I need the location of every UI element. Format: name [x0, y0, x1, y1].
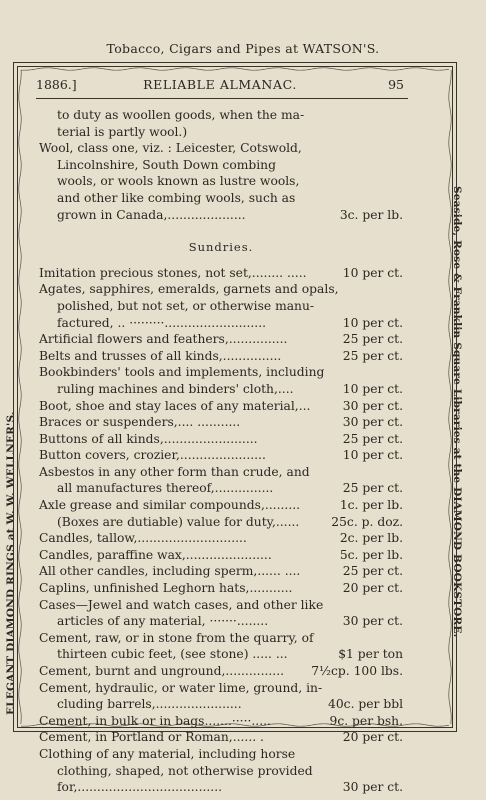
entry-text-line: Cement, raw, or in stone from the quarry, of	[39, 630, 314, 645]
entry-text-line: Belts and trusses of all kinds,...............	[39, 348, 282, 363]
entry-text-line: ruling machines and binders' cloth,....	[57, 381, 294, 396]
duty-rate: 30 per ct.	[342, 415, 403, 430]
tariff-entry	[39, 563, 403, 580]
tariff-entry	[39, 364, 403, 397]
tariff-entry	[39, 464, 403, 497]
entry-text-line: Cement, hydraulic, or water lime, ground, in-	[39, 680, 323, 695]
duty-rate: 5c. per lb.	[339, 547, 403, 562]
entry-text-line: Candles, tallow,............................	[39, 531, 247, 546]
tariff-entry	[39, 680, 403, 713]
entry-text-line: Agates, sapphires, emeralds, garnets and opals,	[39, 282, 339, 297]
entry-text-line: terial is partly wool.)	[57, 124, 188, 139]
duty-rate: 25 per ct.	[342, 332, 403, 347]
duty-rate: 25 per ct.	[342, 348, 403, 363]
duty-rate: 10 per ct.	[342, 315, 403, 330]
entry-text-line: clothing, shaped, not otherwise provided	[57, 763, 313, 778]
entries-sundries	[39, 265, 403, 796]
tariff-entry	[39, 514, 403, 531]
duty-rate: 25 per ct.	[342, 481, 403, 496]
entry-text-line: Braces or suspenders,.... ...........	[39, 415, 241, 430]
duty-rate: 20 per ct.	[342, 730, 403, 745]
entry-text-line: polished, but not set, or otherwise manu-	[57, 298, 315, 313]
entry-text-line: and other like combing wools, such as	[57, 190, 296, 205]
tariff-entry	[39, 630, 403, 663]
right-margin-text: Seaside, Rose & Franklin Square Libraries at the DIAMOND BOOKSTORE.	[451, 186, 463, 638]
tariff-entry	[39, 414, 403, 431]
entry-text-line: to duty as woollen goods, when the ma-	[57, 108, 305, 122]
duty-rate: 40c. per bbl	[328, 697, 403, 712]
duty-rate: 2c. per lb.	[339, 531, 403, 546]
duty-rate: 25c. p. doz.	[331, 514, 403, 529]
entry-text-line: thirteen cubic feet, (see stone) ..... ...	[57, 647, 288, 662]
entry-text-line: Lincolnshire, South Down combing	[57, 157, 276, 172]
entry-text-line: Bookbinders' tools and implements, including	[39, 365, 325, 380]
tariff-entry	[39, 746, 403, 796]
duty-rate: 30 per ct.	[342, 614, 403, 629]
header-year: 1886.]	[36, 77, 77, 92]
entry-text-line: All other candles, including sperm,...... ....	[39, 564, 301, 579]
tariff-entry	[39, 265, 403, 282]
duty-rate: 30 per ct.	[342, 398, 403, 413]
header-title: RELIABLE ALMANAC.	[143, 77, 297, 92]
tariff-entry	[39, 107, 403, 140]
tariff-entry	[39, 713, 403, 730]
tariff-entry	[39, 281, 403, 331]
entry-text-line: (Boxes are dutiable) value for duty,......	[57, 514, 300, 529]
tariff-entry	[39, 729, 403, 746]
entries-before-heading	[39, 107, 403, 223]
entry-text-line: Cases—Jewel and watch cases, and other like	[39, 597, 324, 612]
entry-text-line: Cement, burnt and unground,...............	[39, 664, 285, 678]
duty-rate: 25 per ct.	[342, 431, 403, 446]
duty-rate: $1 per ton	[338, 647, 403, 662]
duty-rate: 1c. per lb.	[339, 498, 403, 513]
duty-rate: 20 per ct.	[342, 581, 403, 596]
duty-rate: 10 per ct.	[342, 381, 403, 396]
entry-text-line: grown in Canada,....................	[57, 207, 246, 222]
duty-rate: 25 per ct.	[342, 564, 403, 579]
entry-text-line: Asbestos in any other form than crude, and	[39, 464, 310, 479]
duty-rate: 3c. per lb.	[339, 207, 403, 222]
tariff-entry	[39, 140, 403, 223]
tariff-entry	[39, 547, 403, 564]
entry-text-line: for,.....................................	[57, 780, 223, 795]
duty-rate: 10 per ct.	[342, 265, 403, 280]
tariff-entry	[39, 348, 403, 365]
entry-text-line: wools, or wools known as lustre wools,	[57, 174, 300, 189]
left-margin-text: ELEGANT DIAMOND RINGS at W. W. WELLNER'S.	[5, 411, 17, 715]
tariff-entry	[39, 663, 403, 680]
duty-rate: 9c. per bsh.	[329, 713, 403, 728]
duty-rate: 7½cp. 100 lbs.	[311, 664, 403, 678]
entry-text-line: factured, .. ·········..........................	[57, 315, 267, 330]
tariff-entry	[39, 597, 403, 630]
tariff-entry	[39, 398, 403, 415]
duty-rate: 10 per ct.	[342, 448, 403, 463]
tariff-entry	[39, 530, 403, 547]
entry-text-line: Buttons of all kinds,........................	[39, 431, 258, 446]
entry-text-line: Caplins, unfinished Leghorn hats,...........	[39, 581, 293, 596]
entry-text-line: Boot, shoe and stay laces of any material,...	[39, 398, 311, 413]
entry-text-line: Imitation precious stones, not set,........ .....	[39, 265, 307, 280]
tariff-list	[39, 107, 403, 796]
entry-text-line: Clothing of any material, including horse	[39, 746, 296, 761]
tariff-entry	[39, 447, 403, 464]
header-rule	[36, 98, 408, 99]
section-heading: Sundries.	[188, 240, 254, 255]
tariff-entry	[39, 431, 403, 448]
tariff-entry	[39, 331, 403, 348]
entry-text-line: cluding barrels,......................	[57, 697, 242, 712]
tariff-entry	[39, 497, 403, 514]
entry-text-line: articles of any material, ·······........	[57, 614, 269, 629]
page-number: 95	[388, 77, 404, 92]
entry-text-line: Wool, class one, viz. : Leicester, Cotswold,	[39, 141, 302, 156]
duty-rate: 30 per ct.	[342, 780, 403, 795]
entry-text-line: Axle grease and similar compounds,.........	[39, 498, 301, 513]
entry-text-line: Candles, paraffine wax,......................	[39, 547, 272, 562]
entry-text-line: all manufactures thereof,...............	[57, 481, 274, 496]
tariff-entry	[39, 580, 403, 597]
entry-text-line: Artificial flowers and feathers,...............	[39, 332, 288, 347]
entry-text-line: Cement, in bulk or in bags.......·····.....	[39, 713, 271, 728]
top-advertisement: Tobacco, Cigars and Pipes at WATSON'S.	[106, 41, 380, 56]
entry-text-line: Button covers, crozier,......................	[39, 448, 266, 463]
entry-text-line: Cement, in Portland or Roman,...... .	[39, 730, 264, 745]
